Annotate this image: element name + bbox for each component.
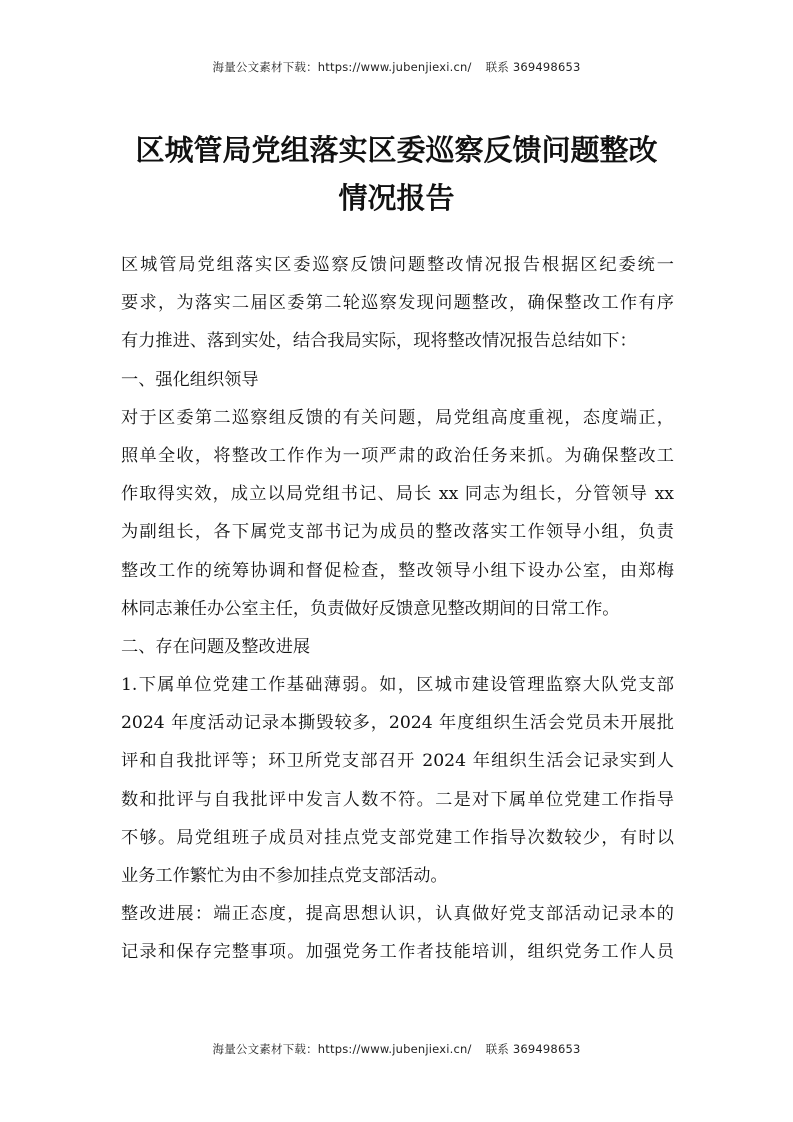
section-heading: 一、强化组织领导 — [121, 369, 259, 390]
body-line: 整改工作的统筹协调和督促检查，整改领导小组下设办公室，由郑梅 — [121, 560, 674, 581]
body-line: 林同志兼任办公室主任，负责做好反馈意见整改期间的日常工作。 — [121, 598, 620, 619]
body-line: 区城管局党组落实区委巡察反馈问题整改情况报告根据区纪委统一 — [121, 255, 674, 275]
body-line: 2024 年度活动记录本撕毁较多，2024 年度组织生活会党员未开展批 — [121, 713, 674, 734]
page-header — [0, 59, 793, 75]
document-title — [110, 126, 683, 222]
body-line: 不够。局党组班子成员对挂点党支部党建工作指导次数较少，有时以 — [121, 827, 674, 848]
body-line: 为副组长，各下属党支部书记为成员的整改落实工作领导小组，负责 — [121, 522, 674, 543]
footer-download-text: 海量公文素材下载：https://www.jubenjiexi.cn/ — [212, 1042, 472, 1056]
body-line: 对于区委第二巡察组反馈的有关问题，局党组高度重视，态度端正， — [121, 407, 674, 428]
title-line-2: 情况报告 — [338, 181, 455, 215]
body-line: 记录和保存完整事项。加强党务工作者技能培训，组织党务工作人员 — [121, 942, 674, 963]
header-download-text: 海量公文素材下载：https://www.jubenjiexi.cn/ — [212, 60, 472, 74]
body-line: 有力推进、落到实处，结合我局实际，现将整改情况报告总结如下： — [121, 331, 637, 352]
section-heading: 二、存在问题及整改进展 — [121, 636, 311, 657]
body-line: 评和自我批评等；环卫所党支部召开 2024 年组织生活会记录实到人 — [121, 751, 674, 772]
body-line: 要求，为落实二届区委第二轮巡察发现问题整改，确保整改工作有序 — [121, 293, 674, 314]
header-contact-text: 联系 369498653 — [485, 60, 581, 74]
body-line: 照单全收，将整改工作作为一项严肃的政治任务来抓。为确保整改工 — [121, 445, 674, 466]
body-line: 1.下属单位党建工作基础薄弱。如，区城市建设管理监察大队党支部 — [121, 675, 674, 696]
body-line: 数和批评与自我批评中发言人数不符。二是对下属单位党建工作指导 — [121, 789, 674, 810]
footer-contact-text: 联系 369498653 — [485, 1042, 581, 1056]
title-line-1: 区城管局党组落实区委巡察反馈问题整改 — [135, 133, 658, 167]
body-line: 业务工作繁忙为由不参加挂点党支部活动。 — [121, 866, 448, 886]
document-body — [121, 246, 674, 972]
body-line: 作取得实效，成立以局党组书记、局长 xx 同志为组长，分管领导 xx — [121, 484, 674, 505]
body-line: 整改进展：端正态度，提高思想认识，认真做好党支部活动记录本的 — [121, 904, 674, 925]
page-footer — [0, 1041, 793, 1057]
